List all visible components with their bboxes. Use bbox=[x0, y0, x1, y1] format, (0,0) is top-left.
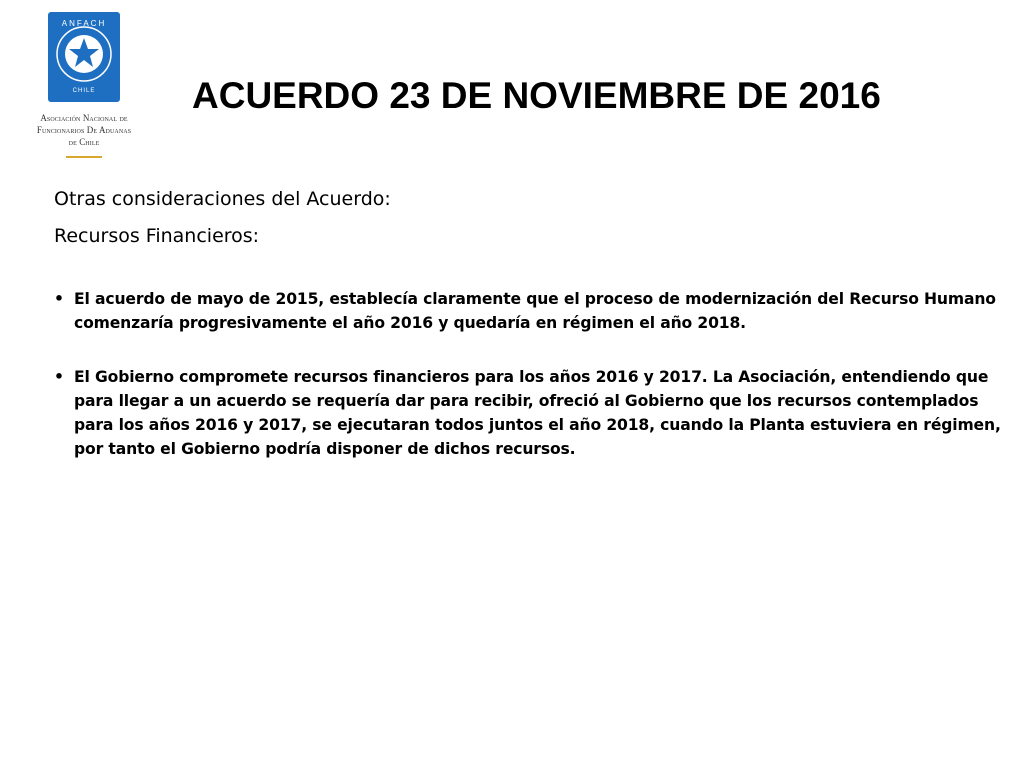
org-name-line-3: de Chile bbox=[68, 137, 100, 147]
subsection-heading: Recursos Financieros: bbox=[54, 225, 260, 247]
org-name-line-1: Asociación Nacional de bbox=[40, 113, 128, 123]
bullet-text: El acuerdo de mayo de 2015, establecía claramente que el proceso de modernización del Recurso Humano comenzaría progresivamente el año 2016 y quedaría en régimen el año 2018. bbox=[74, 290, 996, 332]
star-emblem-icon bbox=[48, 12, 120, 102]
org-name-line-2: Funcionarios De Aduanas bbox=[36, 125, 132, 135]
organization-name bbox=[18, 112, 150, 148]
organization-logo bbox=[18, 8, 150, 160]
anfach-emblem bbox=[48, 12, 120, 102]
slide-body bbox=[54, 186, 1004, 491]
bullet-item bbox=[54, 365, 1004, 461]
emblem-text: ANFACH bbox=[61, 19, 107, 28]
section-heading: Otras consideraciones del Acuerdo: bbox=[54, 188, 391, 210]
bullet-item bbox=[54, 287, 1004, 335]
logo-divider bbox=[66, 156, 102, 158]
bullet-icon: • bbox=[54, 368, 64, 386]
bullet-text: El Gobierno compromete recursos financieros para los años 2016 y 2017. La Asociación, entendiendo que para llegar a un acuerdo se requería dar para recibir, ofreció al Gobierno que los recursos contemplados para los años 2016 y 2017, se ejecutaran todos juntos el año 2018, cuando la Planta estuviera en régimen, por tanto el Gobierno podría disponer de dichos recursos. bbox=[74, 368, 1001, 458]
slide-title: ACUERDO 23 DE NOVIEMBRE DE 2016 bbox=[192, 75, 881, 116]
emblem-country: CHILE bbox=[72, 88, 96, 94]
bullet-icon: • bbox=[54, 290, 64, 308]
bullet-list bbox=[54, 287, 1004, 461]
